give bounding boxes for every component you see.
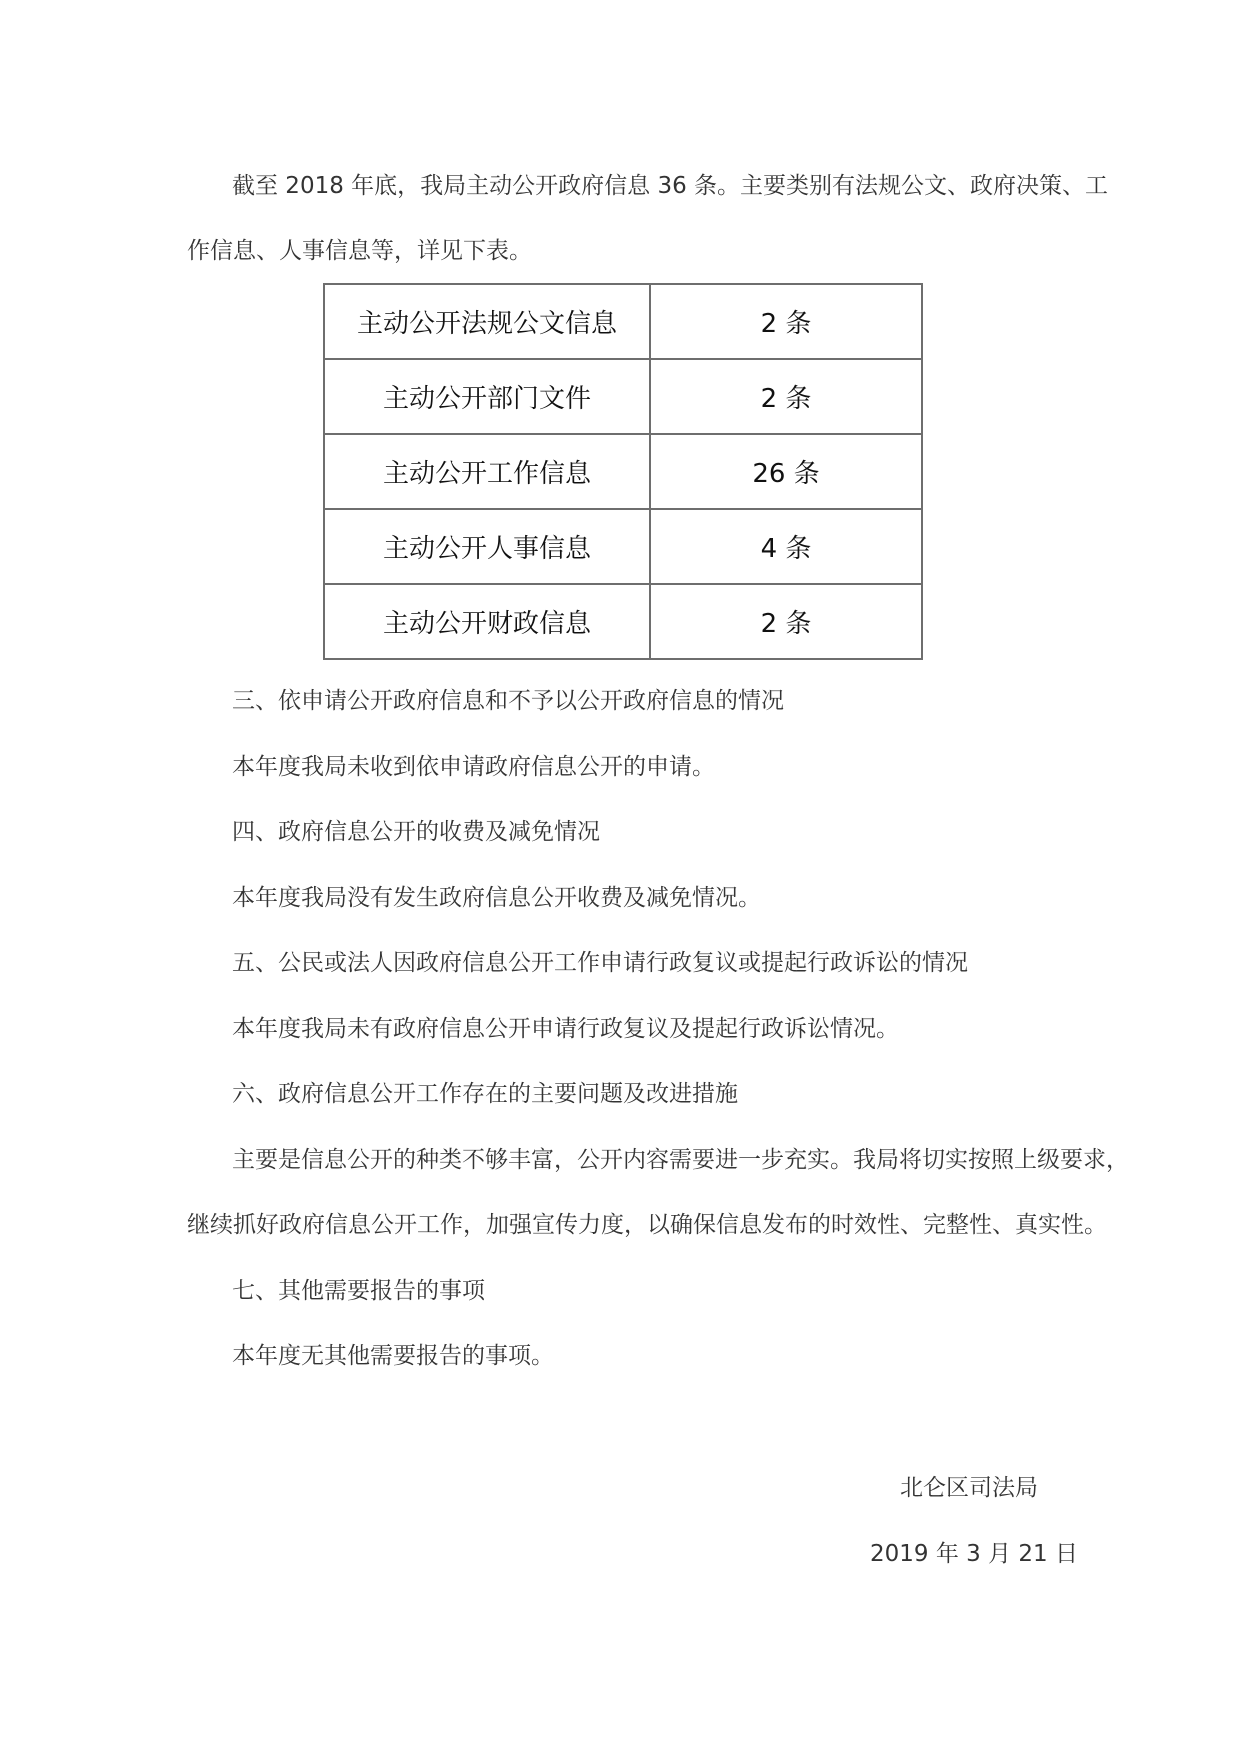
table-row [324,284,922,359]
section-heading-3: 三、依申请公开政府信息和不予以公开政府信息的情况 [232,688,784,714]
table-row [324,359,922,434]
section-heading-5: 五、公民或法人因政府信息公开工作申请行政复议或提起行政诉讼的情况 [232,950,968,976]
table-cell-category: 主动公开部门文件 [324,359,650,434]
signature-date: 2019 年 3 月 21 日 [870,1541,1078,1567]
table-cell-count: 4 条 [650,509,922,584]
table-cell-count: 2 条 [650,359,922,434]
section-body-4: 本年度我局没有发生政府信息公开收费及减免情况。 [232,885,761,911]
section-body-7: 本年度无其他需要报告的事项。 [232,1343,554,1369]
table-row [324,509,922,584]
table-cell-count: 2 条 [650,584,922,659]
section-heading-4: 四、政府信息公开的收费及减免情况 [232,819,600,845]
intro-line-2: 作信息、人事信息等，详见下表。 [187,238,532,264]
signature-organization: 北仑区司法局 [900,1475,1038,1501]
table-cell-count: 2 条 [650,284,922,359]
table-row [324,434,922,509]
table-cell-count: 26 条 [650,434,922,509]
intro-line-1: 截至 2018 年底，我局主动公开政府信息 36 条。主要类别有法规公文、政府决策、工 [232,173,1109,199]
table-cell-category: 主动公开法规公文信息 [324,284,650,359]
table-cell-category: 主动公开财政信息 [324,584,650,659]
section-body-5: 本年度我局未有政府信息公开申请行政复议及提起行政诉讼情况。 [232,1016,899,1042]
section-body-6-line-1: 主要是信息公开的种类不够丰富，公开内容需要进一步充实。我局将切实按照上级要求， [232,1147,1129,1173]
table-row [324,584,922,659]
section-body-3: 本年度我局未收到依申请政府信息公开的申请。 [232,754,715,780]
section-heading-7: 七、其他需要报告的事项 [232,1278,485,1304]
table-cell-category: 主动公开工作信息 [324,434,650,509]
table-cell-category: 主动公开人事信息 [324,509,650,584]
section-body-6-line-2: 继续抓好政府信息公开工作，加强宣传力度，以确保信息发布的时效性、完整性、真实性。 [187,1212,1107,1238]
section-heading-6: 六、政府信息公开工作存在的主要问题及改进措施 [232,1081,738,1107]
disclosure-table [323,283,923,660]
